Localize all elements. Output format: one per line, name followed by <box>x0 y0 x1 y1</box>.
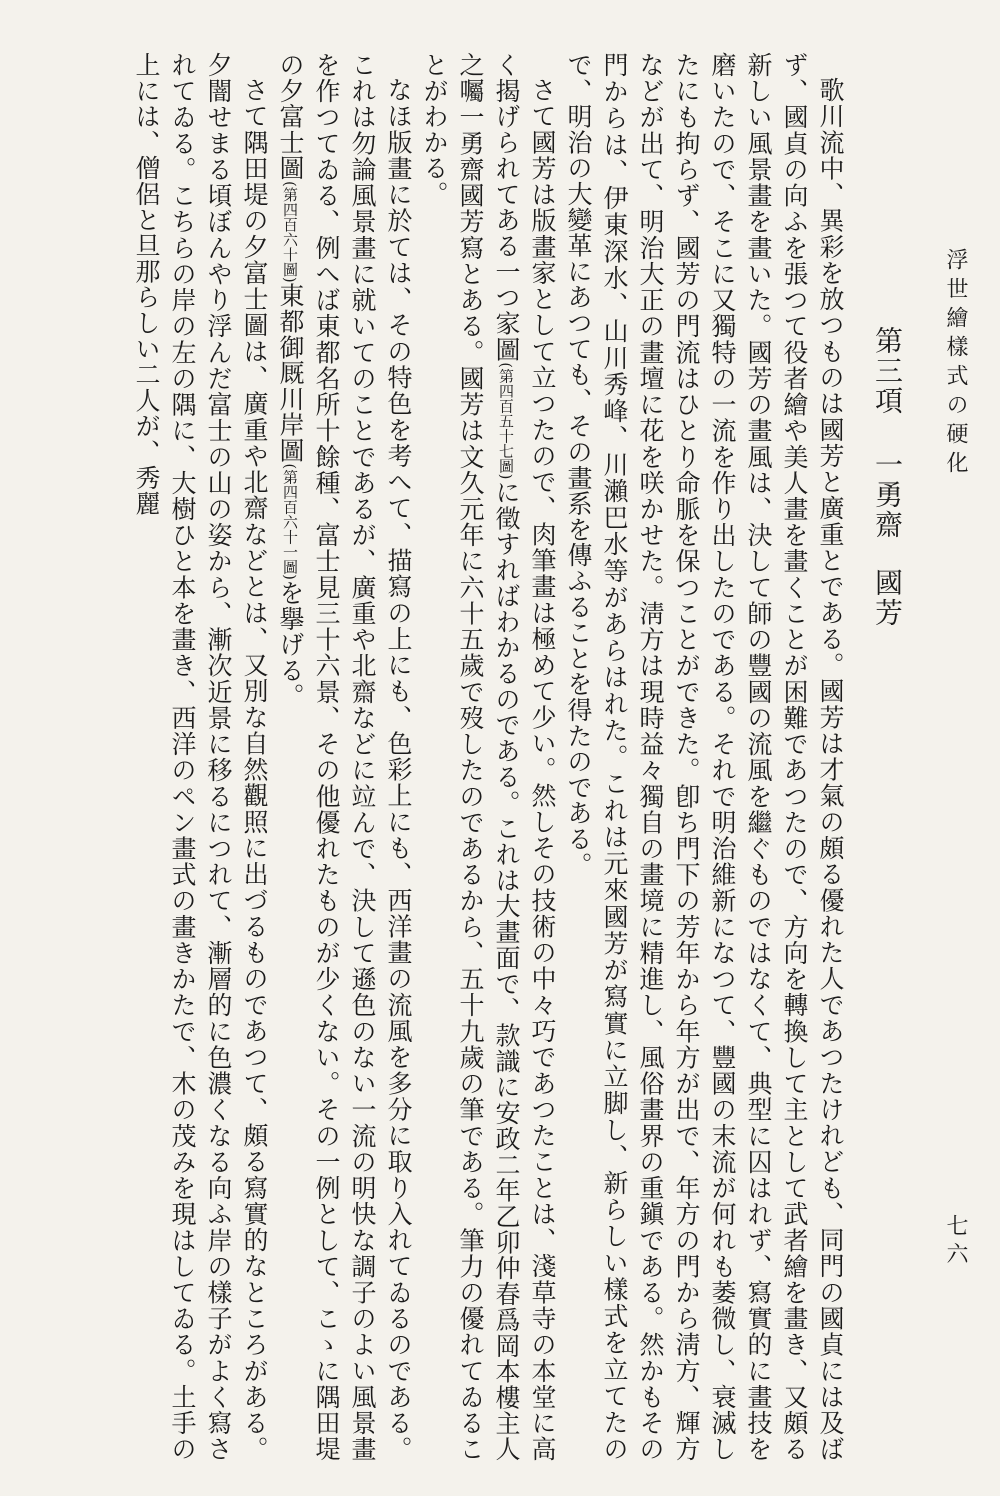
paragraph-text-before-note: なほ版畫に於ては、その特色を考へて、描寫の上にも、色彩上にも、西洋畫の流風を多分に取り入れてゐるのである。これは勿論風景畫に就いてのことであるが、廣重や北齋などに竝んで、決して遜色のない一流の明快な調子のよい風景畫を作つてゐる、例へば東都名所十餘種、富士見三十六景、その他優れたものが少くない。その一例として、こゝに隅田堤の夕富士圖 <box>276 52 413 1462</box>
figure-reference-note: (第四百六十圖) <box>281 181 299 283</box>
section-title-number: 第三項 <box>871 326 904 416</box>
section-title-name: 國芳 <box>871 568 904 628</box>
figure-reference-note: (第四百五十七圖) <box>497 362 515 480</box>
body-text <box>48 52 848 1462</box>
paragraph-4 <box>128 52 272 1462</box>
section-title <box>871 326 904 628</box>
paragraph-text-after-note: に徵すればわかるのである。これは大畫面で、款識に安政二年乙卯仲春爲岡本樓主人之囑一勇齋國芳寫とある。國芳は文久元年に六十五歲で歿したのであるから、五十九歲の筆である。筆力の優れてゐることがわかる。 <box>420 52 521 1462</box>
running-head: 浮世繪樣式の硬化 <box>943 248 968 480</box>
paragraph-text: 歌川流中、異彩を放つものは國芳と廣重とである。國芳は才氣の頗る優れた人であつたけれども、同門の國貞には及ばず、國貞の向ふを張つて役者繪や美人畫を畫くことが困難であつたので、方向を轉換して主として武者繪を畫き、又頗る新しい風景畫を畫いた。國芳の畫風は、決して師の豐國の流風を繼ぐものではなくて、典型に囚はれず、寫實的に畫技を磨いたので、そこに又獨特の一流を作り出したのである。それで明治維新になつて、豐國の末流が何れも萎微し、衰滅したにも拘らず、國芳の門流はひとり命脈を保つことができた。卽ち門下の芳年から年方が出で、年方の門から淸方、輝方などが出て、明治大正の畫壇に花を咲かせた。淸方は現時益々獨自の畫境に精進し、風俗畫界の重鎭である。然かもその門からは、伊東深水、山川秀峰、川瀨巴水等があらはれた。これは元來國芳が寫實に立脚し、新らしい樣式を立てたので、明治の大變革にあつても、その畫系を傳ふることを得たのである。 <box>564 52 845 1462</box>
paragraph-text-before-note: さて國芳は版畫家として立つたので、肉筆畫は極めて少い。然しその技術の中々巧であつたことは、淺草寺の本堂に高く揭げられてある一つ家圖 <box>492 52 557 1462</box>
figure-reference-note: (第四百六十一圖) <box>281 463 299 581</box>
page-number: 七六 <box>943 1214 968 1270</box>
paragraph-1 <box>560 52 848 1462</box>
section-title-name-part: 一勇齋 <box>871 450 904 540</box>
paragraph-text-middle: 東都御厩川岸圖 <box>276 282 305 464</box>
paragraph-text-after-note: を擧げる。 <box>276 580 305 710</box>
paragraph-2 <box>416 52 560 1462</box>
paragraph-text: さて隅田堤の夕富士圖は、廣重や北齋などとは、又別な自然觀照に出づるものであつて、頗る寫實的なところがある。夕闇せまる頃ぼんやり浮んだ富士の山の姿から、漸次近景に移るにつれて、漸層的に色濃くなる向ふ岸の樣子がよく寫されてゐる。こちらの岸の左の隅に、大樹ひと本を畫き、西洋のペン畫式の畫きかたで、木の茂みを現はしてゐる。土手の上には、僧侶と旦那らしい二人が、秀麗 <box>132 52 269 1462</box>
paragraph-3 <box>272 52 416 1462</box>
